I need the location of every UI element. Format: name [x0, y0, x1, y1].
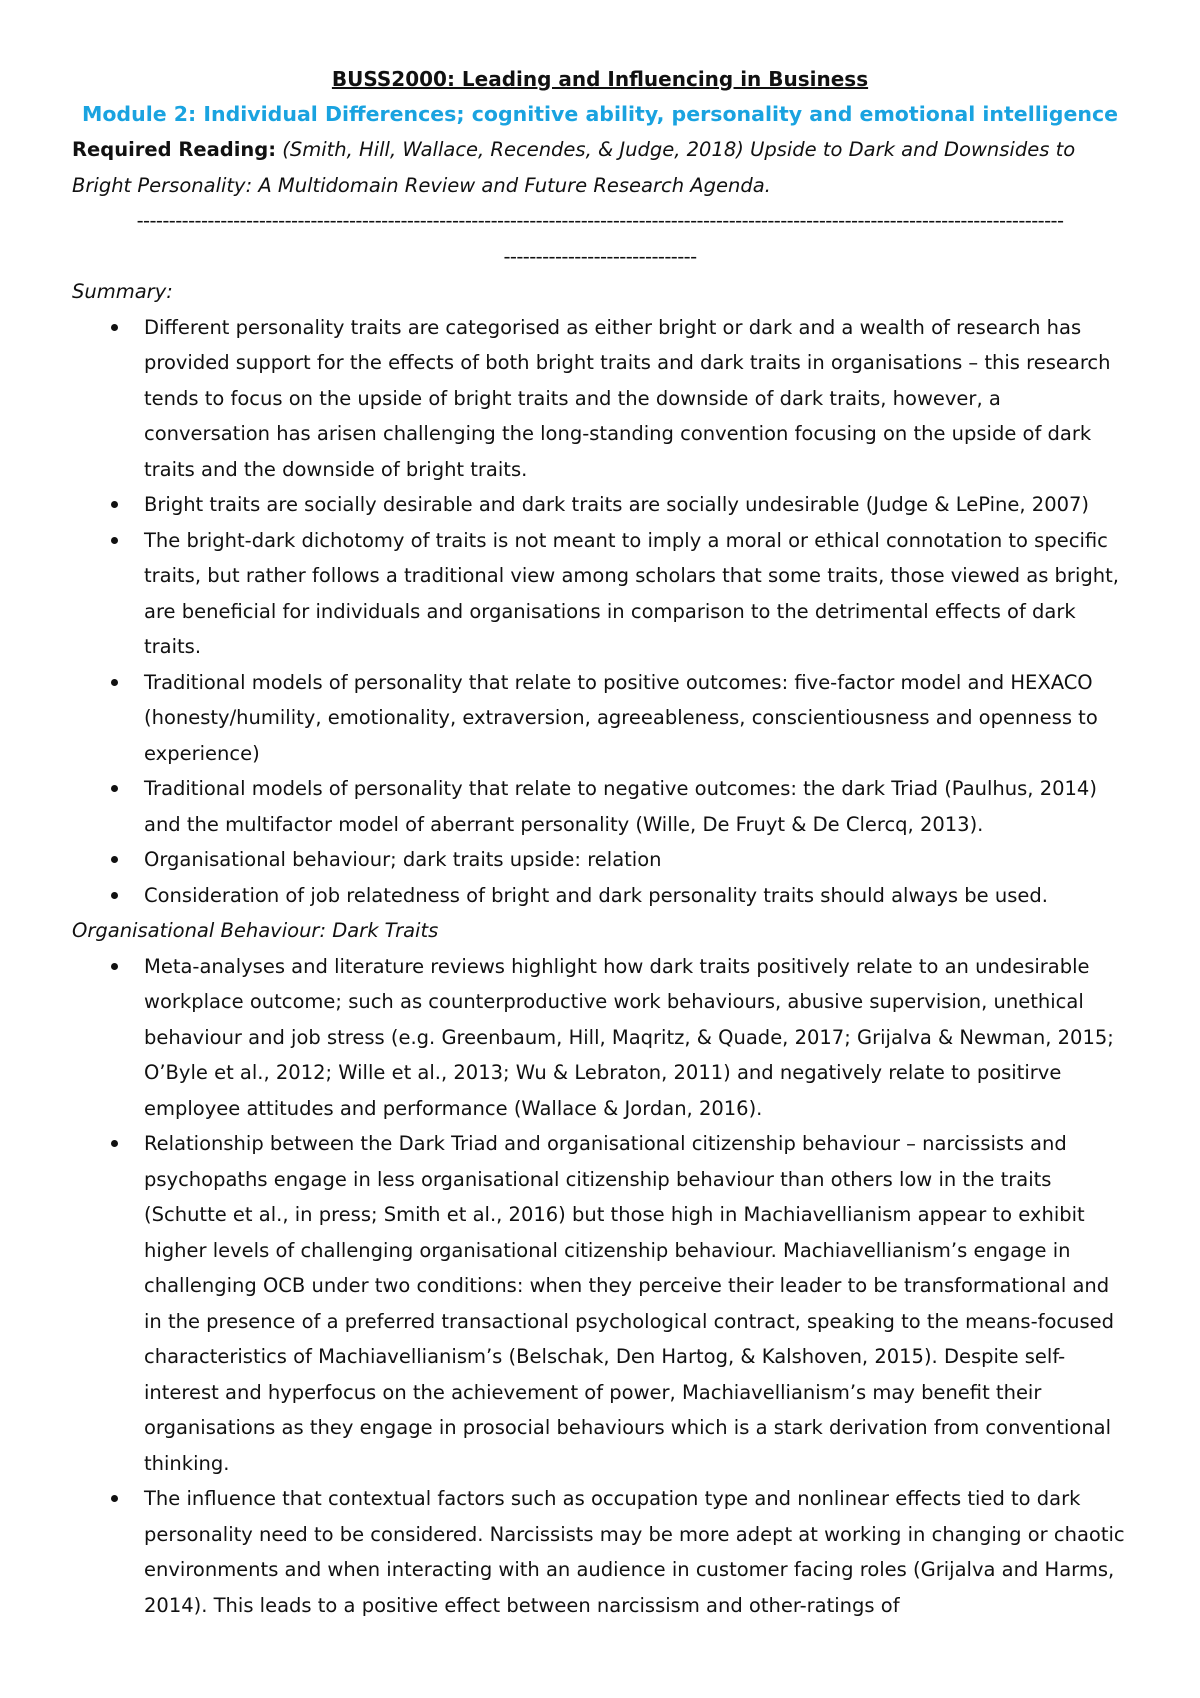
dark-traits-list	[72, 949, 1128, 1624]
summary-bullet: Traditional models of personality that relate to negative outcomes: the dark Triad (Paulhus, 2014) and the multifactor model of aberrant personality (Wille, De Fruyt & De Clercq, 2013).	[144, 771, 1128, 842]
summary-bullet: Organisational behaviour; dark traits upside: relation	[144, 842, 1128, 878]
dark-traits-bullet: Relationship between the Dark Triad and organisational citizenship behaviour – narcissists and psychopaths engage in less organisational citizenship behaviour than others low in the traits (Schutte et al., in press; Smith et al., 2016) but those high in Machiavellianism appear to exhibit higher levels of challenging organisational citizenship behaviour. Machiavellianism’s engage in challenging OCB under two conditions: when they perceive their leader to be transformational and in the presence of a preferred transactional psychological contract, speaking to the means-focused characteristics of Machiavellianism’s (Belschak, Den Hartog, & Kalshoven, 2015). Despite self-interest and hyperfocus on the achievement of power, Machiavellianism’s may benefit their organisations as they engage in prosocial behaviours which is a stark derivation from conventional thinking.	[144, 1126, 1128, 1481]
divider-line: ------------------------------------------------------------------------------------------------------------------------------------------------	[136, 209, 1064, 232]
summary-bullet: The bright-dark dichotomy of traits is not meant to imply a moral or ethical connotation to specific traits, but rather follows a traditional view among scholars that some traits, those viewed as bright, are beneficial for individuals and organisations in comparison to the detrimental effects of dark traits.	[144, 523, 1128, 665]
required-reading-label: Required Reading:	[72, 138, 277, 161]
divider-line-continuation: ------------------------------	[503, 244, 697, 268]
summary-bullet: Different personality traits are categorised as either bright or dark and a wealth of research has provided support for the effects of both bright traits and dark traits in organisations – this research tends to focus on the upside of bright traits and the downside of dark traits, however, a conversation has arisen challenging the long-standing convention focusing on the upside of dark traits and the downside of bright traits.	[144, 310, 1128, 488]
dark-traits-bullet: The influence that contextual factors such as occupation type and nonlinear effects tied to dark personality need to be considered. Narcissists may be more adept at working in changing or chaotic environments and when interacting with an audience in customer facing roles (Grijalva and Harms, 2014). This leads to a positive effect between narcissism and other-ratings of	[144, 1481, 1128, 1623]
dark-traits-heading: Organisational Behaviour: Dark Traits	[72, 919, 439, 942]
module-heading: Module 2: Individual Differences; cognitive ability, personality and emotional intelligence	[81, 102, 1119, 126]
dark-traits-bullet: Meta-analyses and literature reviews highlight how dark traits positively relate to an undesirable workplace outcome; such as counterproductive work behaviours, abusive supervision, unethical behaviour and job stress (e.g. Greenbaum, Hill, Maqritz, & Quade, 2017; Grijalva & Newman, 2015; O’Byle et al., 2012; Wille et al., 2013; Wu & Lebraton, 2011) and negatively relate to positirve employee attitudes and performance (Wallace & Jordan, 2016).	[144, 949, 1128, 1127]
document-title: BUSS2000: Leading and Influencing in Business	[331, 67, 869, 91]
summary-bullet: Bright traits are socially desirable and dark traits are socially undesirable (Judge & LePine, 2007)	[144, 487, 1128, 523]
summary-bullet: Consideration of job relatedness of bright and dark personality traits should always be used.	[144, 878, 1128, 914]
required-reading-citation: (Smith, Hill, Wallace, Recendes, & Judge, 2018) Upside to Dark and Downsides to Bright Personality: A Multidomain Review and Future Research Agenda.	[72, 138, 1076, 197]
required-reading	[72, 132, 1128, 203]
summary-bullet: Traditional models of personality that relate to positive outcomes: five-factor model and HEXACO (honesty/humility, emotionality, extraversion, agreeableness, conscientiousness and openness to experience)	[144, 665, 1128, 772]
summary-heading: Summary:	[72, 280, 173, 303]
summary-list	[72, 310, 1128, 914]
